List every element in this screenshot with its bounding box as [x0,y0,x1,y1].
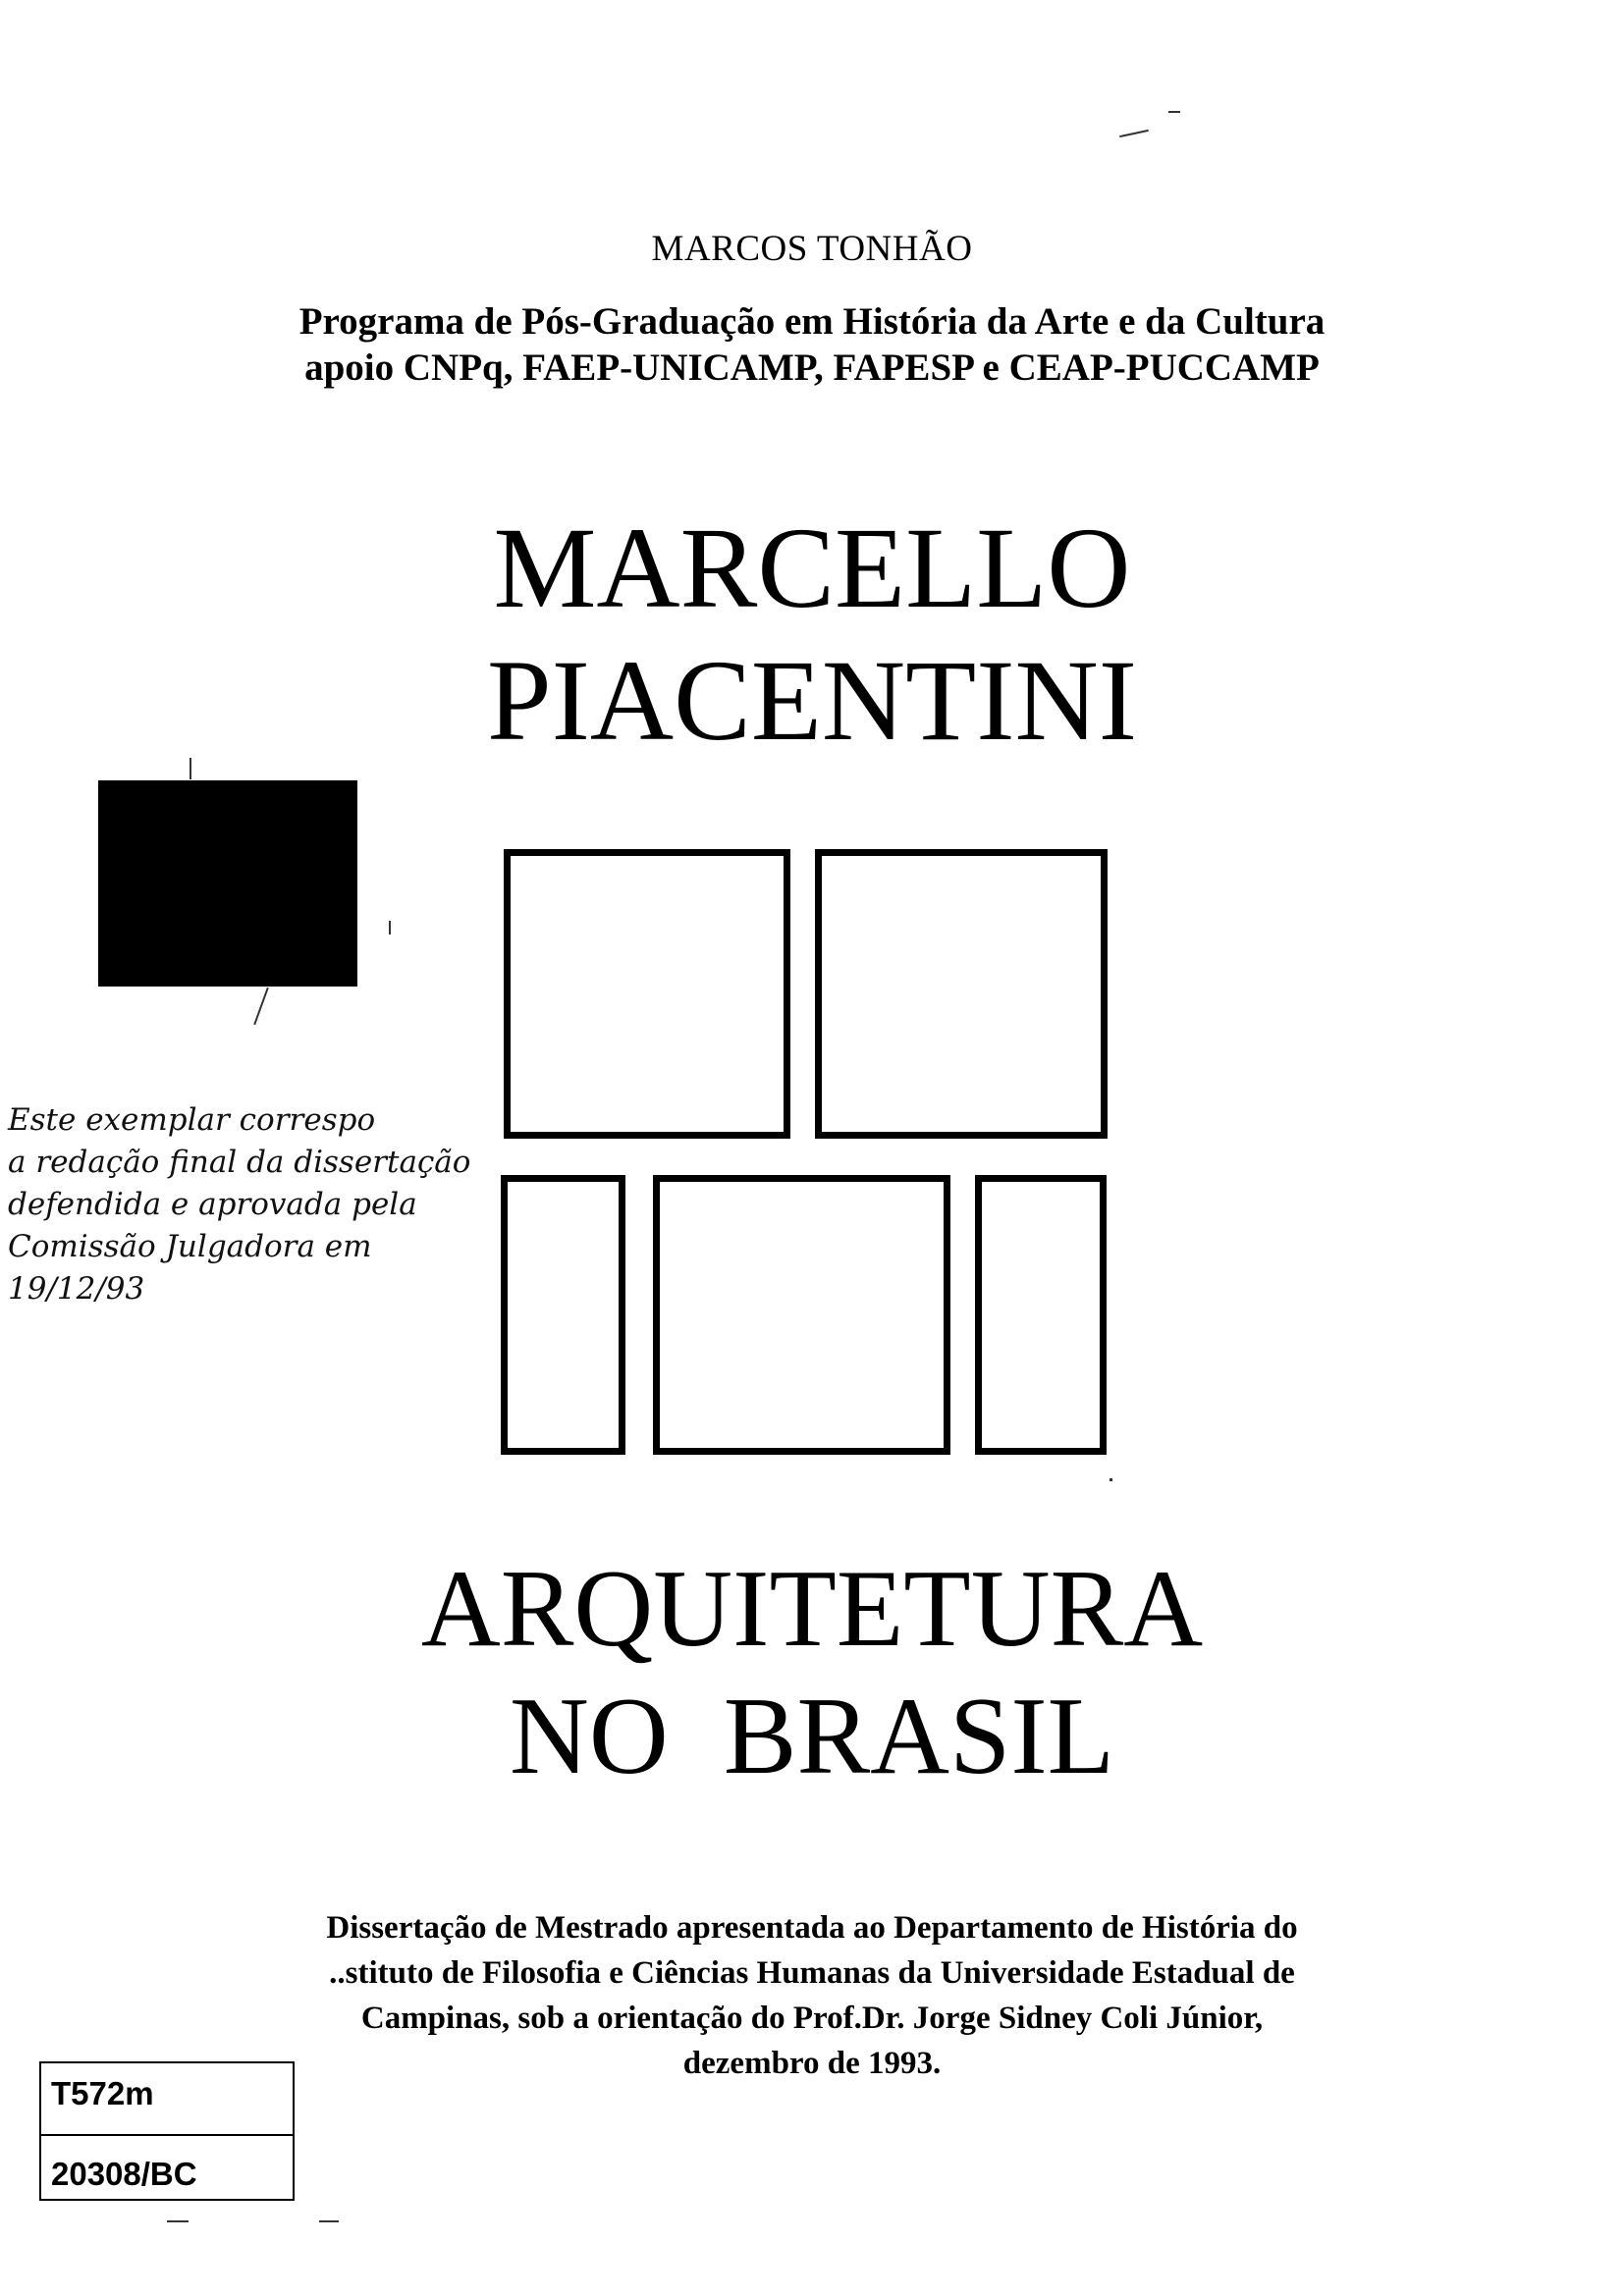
scan-speck [189,758,191,779]
decorative-square-top-left [504,849,790,1139]
program-line-1: Programa de Pós-Graduação em História da Arte e da Cultura [298,300,1326,343]
handwritten-note [8,1099,597,1310]
handwritten-line-5: 19/12/93 [8,1271,145,1307]
dissertation-line-3: Campinas, sob a orientação do Prof.Dr. Jorge Sidney Coli Júnior, [360,2001,1264,2036]
catalog-divider [41,2134,293,2136]
author-name: MARCOS TONHÃO [651,229,973,269]
scan-speck [167,2220,189,2222]
scan-speck [1110,1478,1112,1481]
program-line-2: apoio CNPq, FAEP-UNICAMP, FAPESP e CEAP-PUCCAMP [304,347,1320,389]
title-line-1: MARCELLO [493,504,1131,632]
catalog-code-1: T572m [51,2075,154,2111]
subtitle-line-1: ARQUITETURA [420,1548,1204,1670]
scan-speck [1119,130,1149,137]
decorative-rect-bottom-center [653,1175,950,1455]
redaction-block [98,780,357,987]
scan-speck [319,2220,339,2222]
dissertation-line-4: dezembro de 1993. [682,2046,942,2081]
catalog-code-2: 20308/BC [51,2156,197,2192]
dissertation-line-2: ..stituto de Filosofia e Ciências Humanas da Universidade Estadual de [329,1955,1295,1991]
catalog-label [39,2061,295,2201]
decorative-square-top-right [815,849,1108,1139]
scan-speck [253,988,269,1025]
title-line-2: PIACENTINI [486,636,1138,765]
handwritten-line-2: a redação final da dissertação [8,1145,471,1180]
subtitle-line-2: NO BRASIL [509,1676,1115,1797]
handwritten-line-3: defendida e aprovada pela [8,1187,417,1222]
scan-speck [1168,111,1180,113]
handwritten-line-4: Comissão Julgadora em [8,1229,372,1264]
handwritten-line-1: Este exemplar correspo [8,1102,376,1138]
decorative-rect-bottom-right [975,1175,1107,1455]
dissertation-line-1: Dissertação de Mestrado apresentada ao Departamento de História do [326,1910,1298,1946]
scan-speck [389,921,391,934]
